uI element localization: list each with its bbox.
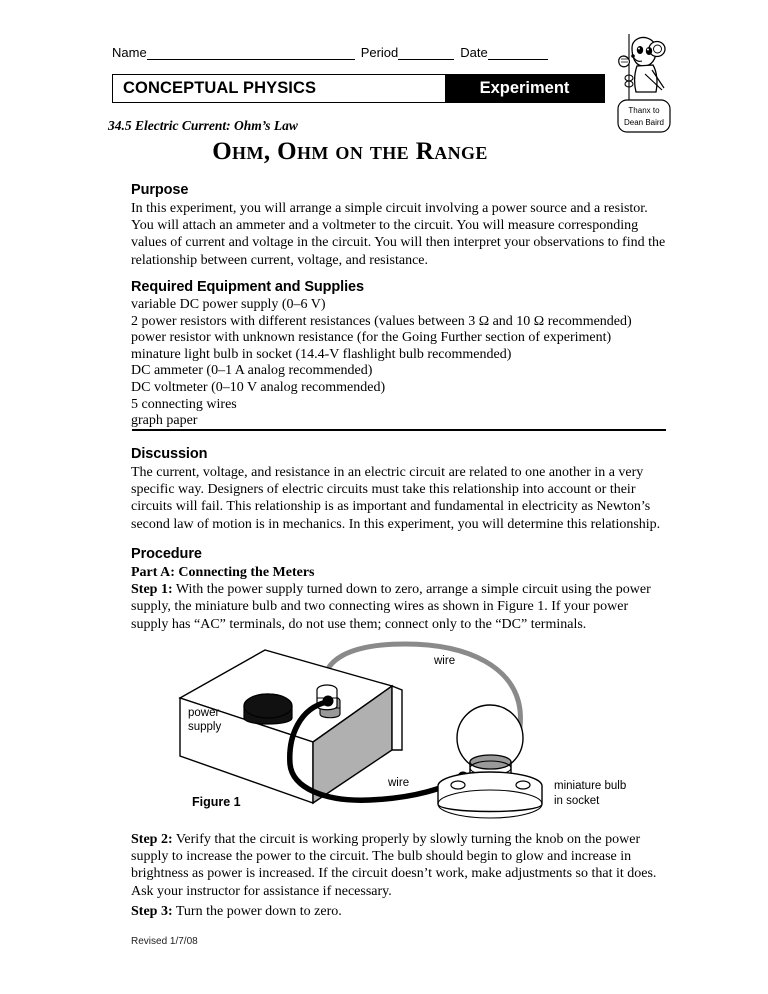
power-supply-right-rim — [392, 686, 402, 750]
banner-doc-type: Experiment — [445, 75, 604, 102]
footer-revised-date: Revised 1/7/08 — [131, 936, 198, 947]
equipment-item: variable DC power supply (0–6 V) — [131, 297, 326, 312]
purpose-heading: Purpose — [131, 182, 189, 198]
figure-label-bulb-line1: miniature bulb — [554, 780, 627, 792]
name-period-date-line — [112, 41, 612, 61]
equipment-item: DC voltmeter (0–10 V analog recommended) — [131, 379, 386, 395]
step-1-label: Step 1: — [131, 582, 173, 598]
step-2-text: Verify that the circuit is working properly by slowly turning the knob on the power supply to increase the power to the circuit. The bulb should begin to glow and increase in brightness as power is increased. If the circuit doesn’t work, make adjustments so that it does. Ask your instructor for assistance if necessary. — [131, 832, 657, 899]
step-3-label: Step 3: — [131, 904, 173, 919]
procedure-step-3-block — [131, 903, 667, 920]
section-divider — [132, 429, 666, 431]
mouse-climbing-rope-icon — [612, 32, 676, 142]
name-blank-field[interactable] — [147, 46, 355, 60]
power-supply-bulb-circuit-svg — [170, 638, 660, 823]
discussion-text: The current, voltage, and resistance in an electric circuit are related to one another in a very specific way. Designers of electric circuits must take this relationship into account or their circuits will fail. This relationship is as important and fundamental in electricity as Newton’s second law of motion is in mechanics. In this experiment, you will determine this relationship. — [131, 465, 661, 532]
procedure-heading: Procedure — [131, 546, 202, 562]
banner-series-title: CONCEPTUAL PHYSICS — [113, 75, 445, 102]
figure-label-wire-top: wire — [434, 655, 456, 667]
equipment-item: graph paper — [131, 413, 198, 429]
figure-caption: Figure 1 — [192, 795, 241, 809]
figure-label-bulb-line2: in socket — [554, 795, 600, 807]
procedure-step-3 — [131, 903, 667, 920]
procedure-step-2-block — [131, 831, 667, 900]
wire-black-terminal-connector — [323, 696, 334, 707]
equipment-item: minature light bulb in socket (14.4-V flashlight bulb recommended) — [131, 346, 512, 362]
date-blank-field[interactable] — [488, 46, 548, 60]
socket-screw-terminal-right[interactable] — [516, 781, 530, 789]
figure-label-supply: supply — [188, 721, 222, 733]
step-2-label: Step 2: — [131, 832, 173, 847]
step-1-text: With the power supply turned down to zero, arrange a simple circuit using the power supply, the miniature bulb and two connecting wires as shown in Figure 1. If your power supply has “AC” terminals, do not use them; connect only to the “DC” terminals. — [131, 582, 651, 632]
banner — [112, 74, 605, 103]
procedure-step-2 — [131, 831, 667, 900]
period-blank-field[interactable] — [398, 46, 454, 60]
page-title: Ohm, Ohm on the Range — [212, 138, 488, 165]
chapter-section-label: 34.5 Electric Current: Ohm’s Law — [108, 118, 298, 133]
discussion-heading: Discussion — [131, 446, 208, 462]
bulb-base-top-ring — [470, 755, 511, 769]
equipment-item: power resistor with unknown resistance (for the Going Further section of experiment) — [131, 330, 612, 346]
step-3-text: Turn the power down to zero. — [172, 904, 342, 919]
equipment-item: DC ammeter (0–1 A analog recommended) — [131, 363, 373, 379]
figure-1-circuit-diagram — [170, 638, 660, 823]
name-label: Name — [112, 45, 147, 60]
mascot-bubble-line1: Thanx to — [628, 106, 660, 115]
procedure-part-a-heading: Part A: Connecting the Meters — [131, 565, 315, 580]
equipment-section — [131, 279, 667, 430]
date-label: Date — [460, 45, 488, 60]
equipment-item: 2 power resistors with different resistances (values between 3 Ω and 10 Ω recommended) — [131, 313, 632, 329]
mascot-mouse-illustration — [612, 32, 676, 142]
procedure-section — [131, 546, 667, 633]
equipment-item: 5 connecting wires — [131, 396, 237, 412]
period-label: Period — [360, 45, 399, 60]
mascot-bubble-line2: Dean Baird — [623, 118, 665, 127]
socket-screw-terminal-left[interactable] — [451, 781, 465, 789]
equipment-heading: Required Equipment and Supplies — [131, 279, 364, 295]
figure-label-wire-bottom: wire — [388, 777, 410, 789]
procedure-step-1 — [131, 581, 667, 633]
discussion-section — [131, 446, 667, 533]
purpose-text: In this experiment, you will arrange a simple circuit involving a power source and a resistor. You will attach an ammeter and a voltmeter to the circuit. You will measure corresponding values of current and voltage in the circuit. You will then interpret your observations to find the relationship between current, voltage, and resistance. — [131, 201, 666, 268]
purpose-section — [131, 182, 667, 269]
figure-label-power: power — [188, 707, 220, 719]
